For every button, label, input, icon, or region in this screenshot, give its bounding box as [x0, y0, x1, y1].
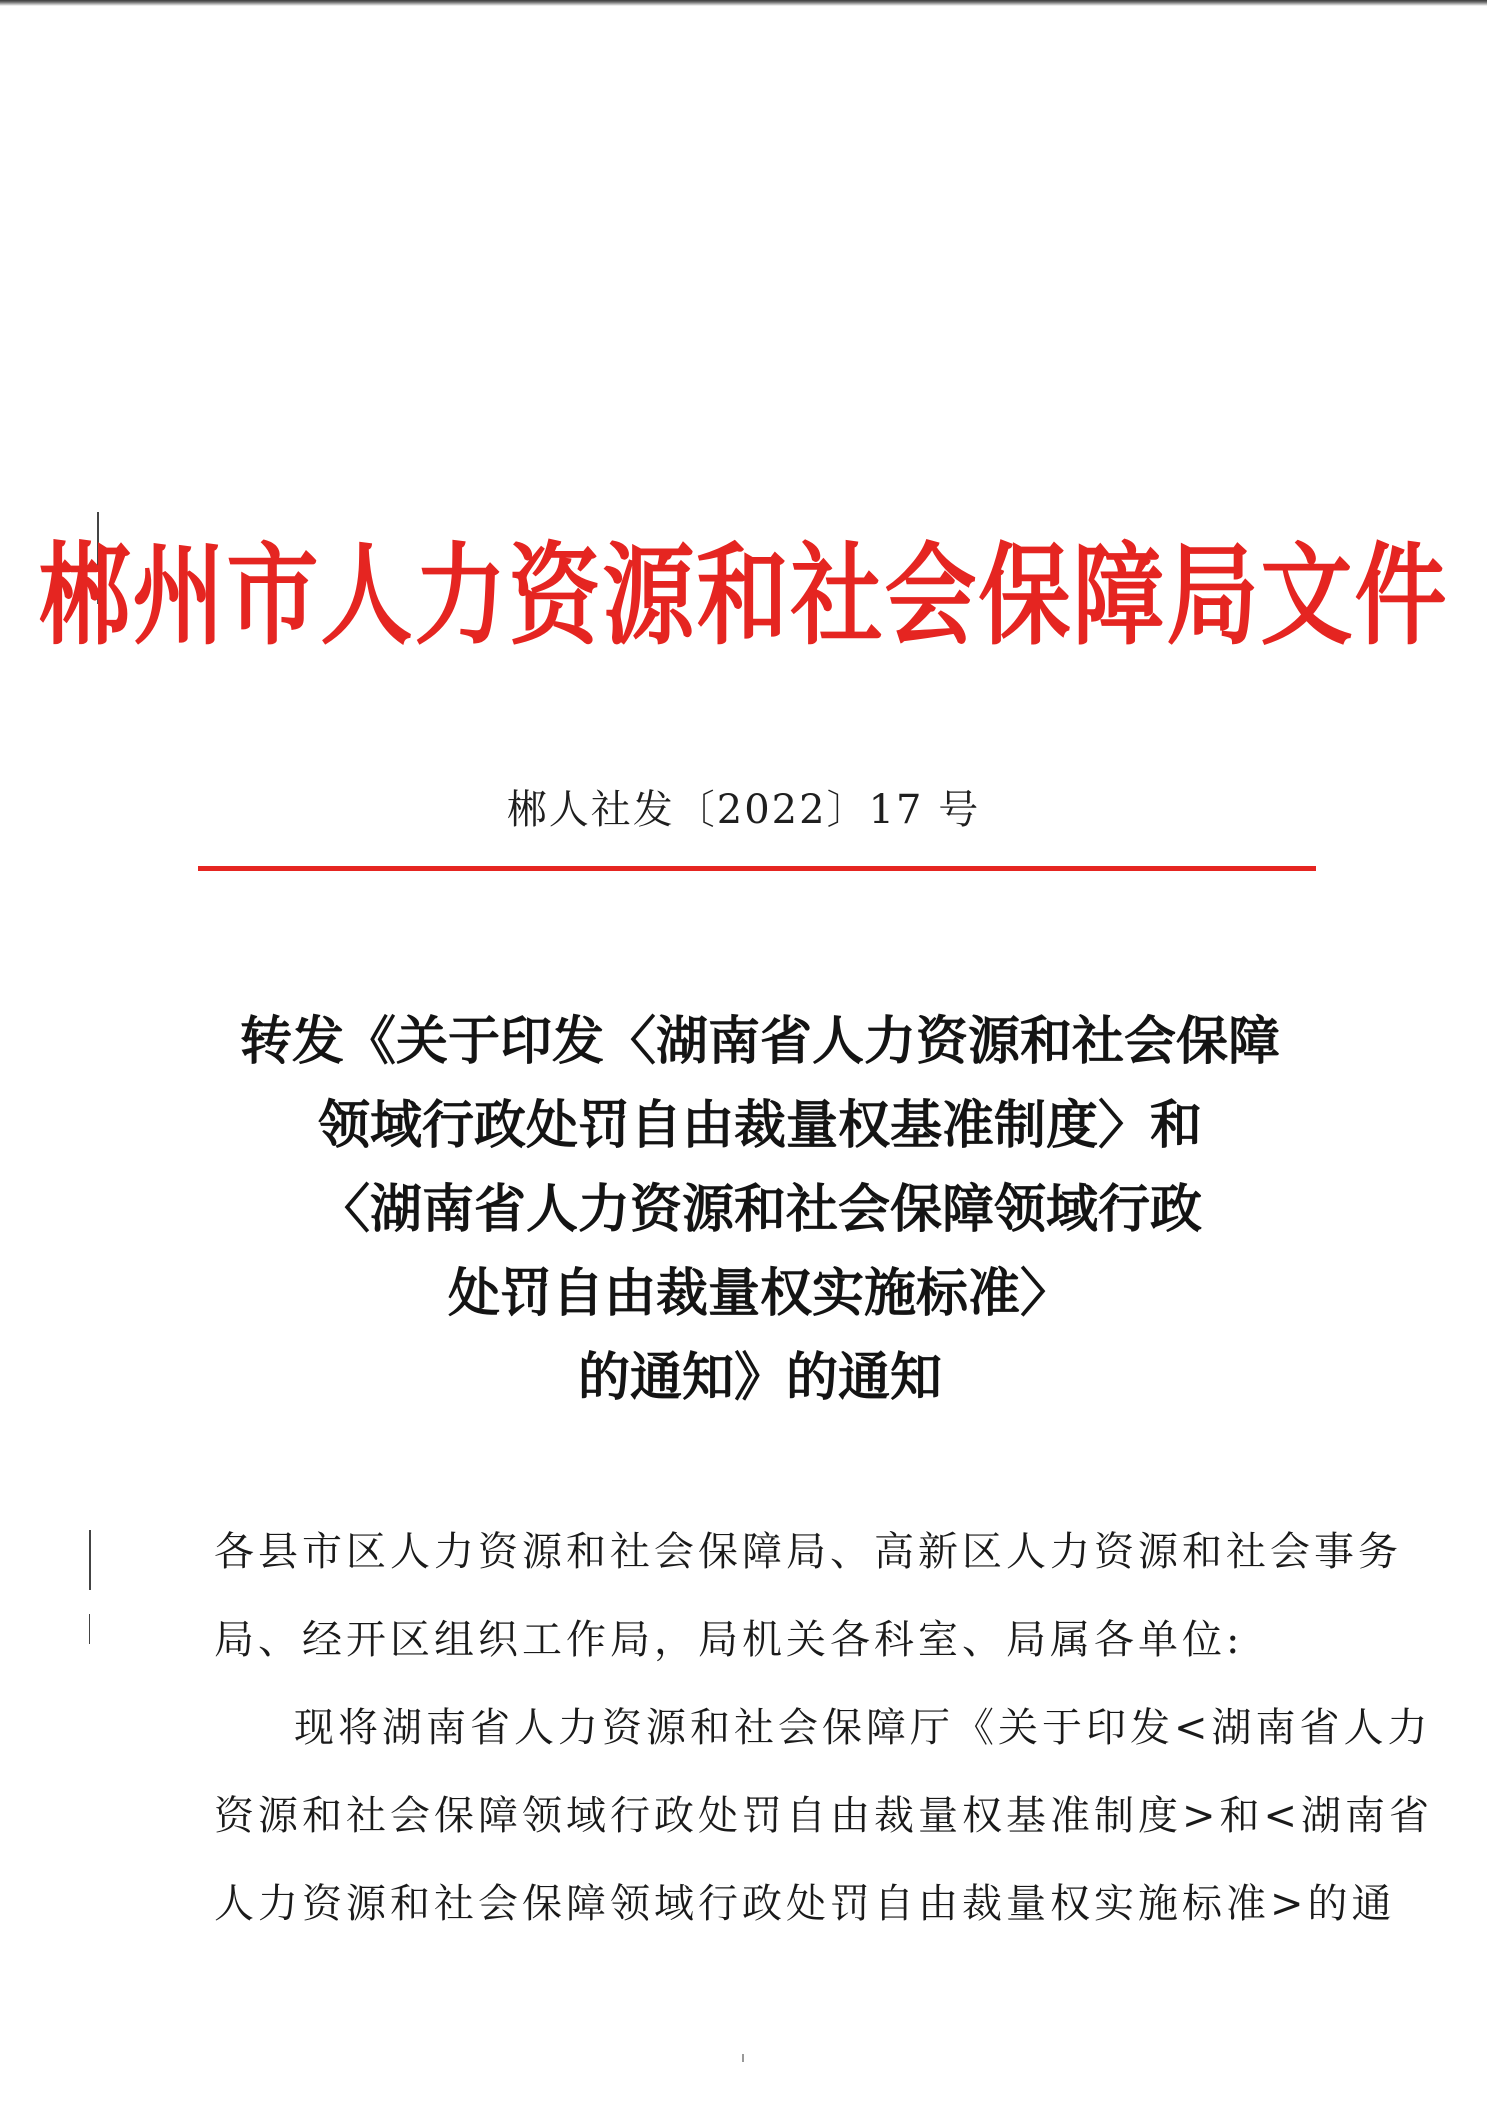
- body-paragraph-line: 资源和社会保障领域行政处罚自由裁量权基准制度>和<湖南省: [214, 1793, 1434, 1839]
- red-divider-line: [198, 866, 1316, 871]
- scan-speck: [742, 2054, 744, 2062]
- document-number: 郴人社发〔2022〕17 号: [506, 787, 981, 833]
- notice-title-line: 〈湖南省人力资源和社会保障领域行政: [317, 1180, 1202, 1240]
- notice-title-line: 的通知》的通知: [577, 1348, 942, 1408]
- recipients-line: 局、经开区组织工作局，局机关各科室、局属各单位:: [214, 1617, 1244, 1663]
- notice-title-line: 转发《关于印发〈湖南省人力资源和社会保障: [239, 1012, 1280, 1072]
- recipients-line: 各县市区人力资源和社会保障局、高新区人力资源和社会事务: [214, 1529, 1402, 1575]
- notice-title: [200, 1000, 1320, 1420]
- body-paragraph-line: 现将湖南省人力资源和社会保障厅《关于印发<湖南省人力: [294, 1705, 1432, 1751]
- scan-top-edge: [0, 0, 1487, 6]
- notice-title-line: 处罚自由裁量权实施标准〉: [447, 1264, 1072, 1324]
- body-paragraph-line: 人力资源和社会保障领域行政处罚自由裁量权实施标准>的通: [214, 1881, 1396, 1927]
- binding-mark: [89, 1614, 90, 1644]
- document-header-title: 郴州市人力资源和社会保障局文件: [38, 532, 1449, 661]
- notice-title-line: 领域行政处罚自由裁量权基准制度〉和: [317, 1096, 1202, 1156]
- binding-mark: [89, 1530, 91, 1590]
- body-text: [214, 1508, 1434, 1948]
